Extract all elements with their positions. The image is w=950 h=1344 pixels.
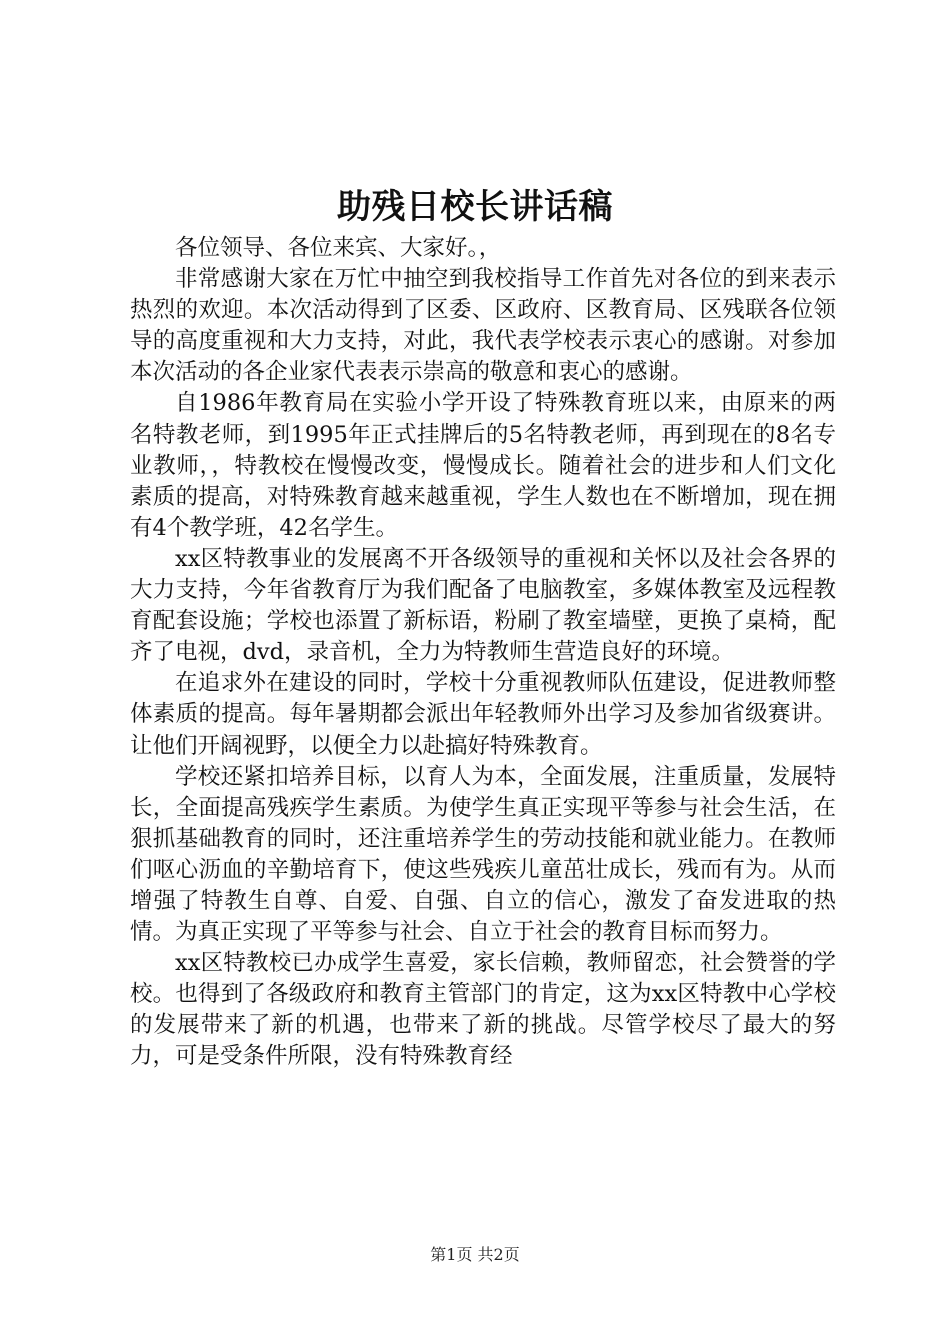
paragraph-goals: 学校还紧扣培养目标，以育人为本，全面发展，注重质量，发展特长，全面提高残疾学生素质。为使学生真正实现平等参与社会生活，在狠抓基础教育的同时，还注重培养学生的劳动技能和就业能力。在教师们呕心沥血的辛勤培育下，使这些残疾儿童茁壮成长，残而有为。从而增强了特教生自尊、自爱、自强、自立的信心，激发了奋发进取的热情。为真正实现了平等参与社会、自立于社会的教育目标而努力。 [130, 763, 836, 946]
paragraph-support: xx区特教事业的发展离不开各级领导的重视和关怀以及社会各界的大力支持，今年省教育厅为我们配备了电脑教室，多媒体教室及远程教育配套设施；学校也添置了新标语，粉刷了教室墙壁，更换了桌椅，配齐了电视，dvd，录音机，全力为特教师生营造良好的环境。 [130, 545, 836, 666]
paragraph-history: 自1986年教育局在实验小学开设了特殊教育班以来，由原来的两名特教老师，到1995年正式挂牌后的5名特教老师，再到现在的8名专业教师，，特教校在慢慢改变，慢慢成长。随着社会的进步和人们文化素质的提高，对特殊教育越来越重视，学生人数也在不断增加，现在拥有4个教学班，42名学生。 [130, 390, 836, 541]
paragraph-thanks: 非常感谢大家在万忙中抽空到我校指导工作首先对各位的到来表示热烈的欢迎。本次活动得到了区委、区政府、区教育局、区残联各位领导的高度重视和大力支持，对此，我代表学校表示衷心的感谢。对参加本次活动的各企业家代表表示崇高的敬意和衷心的感谢。 [130, 266, 836, 386]
paragraph-greeting: 各位领导、各位来宾、大家好。， [175, 235, 502, 261]
document-title: 助残日校长讲话稿 [337, 187, 613, 227]
document-body [130, 233, 836, 1073]
paragraph-teachers: 在追求外在建设的同时，学校十分重视教师队伍建设，促进教师整体素质的提高。每年暑期都会派出年轻教师外出学习及参加省级赛讲。让他们开阔视野，以便全力以赴搞好特殊教育。 [130, 670, 836, 759]
page-footer: 第1页 共2页 [430, 1245, 520, 1264]
paragraph-achievements: xx区特教校已办成学生喜爱，家长信赖，教师留恋，社会赞誉的学校。也得到了各级政府和教育主管部门的肯定，这为xx区特教中心学校的发展带来了新的机遇，也带来了新的挑战。尽管学校尽了最大的努力，可是受条件所限，没有特殊教育经 [130, 950, 836, 1070]
